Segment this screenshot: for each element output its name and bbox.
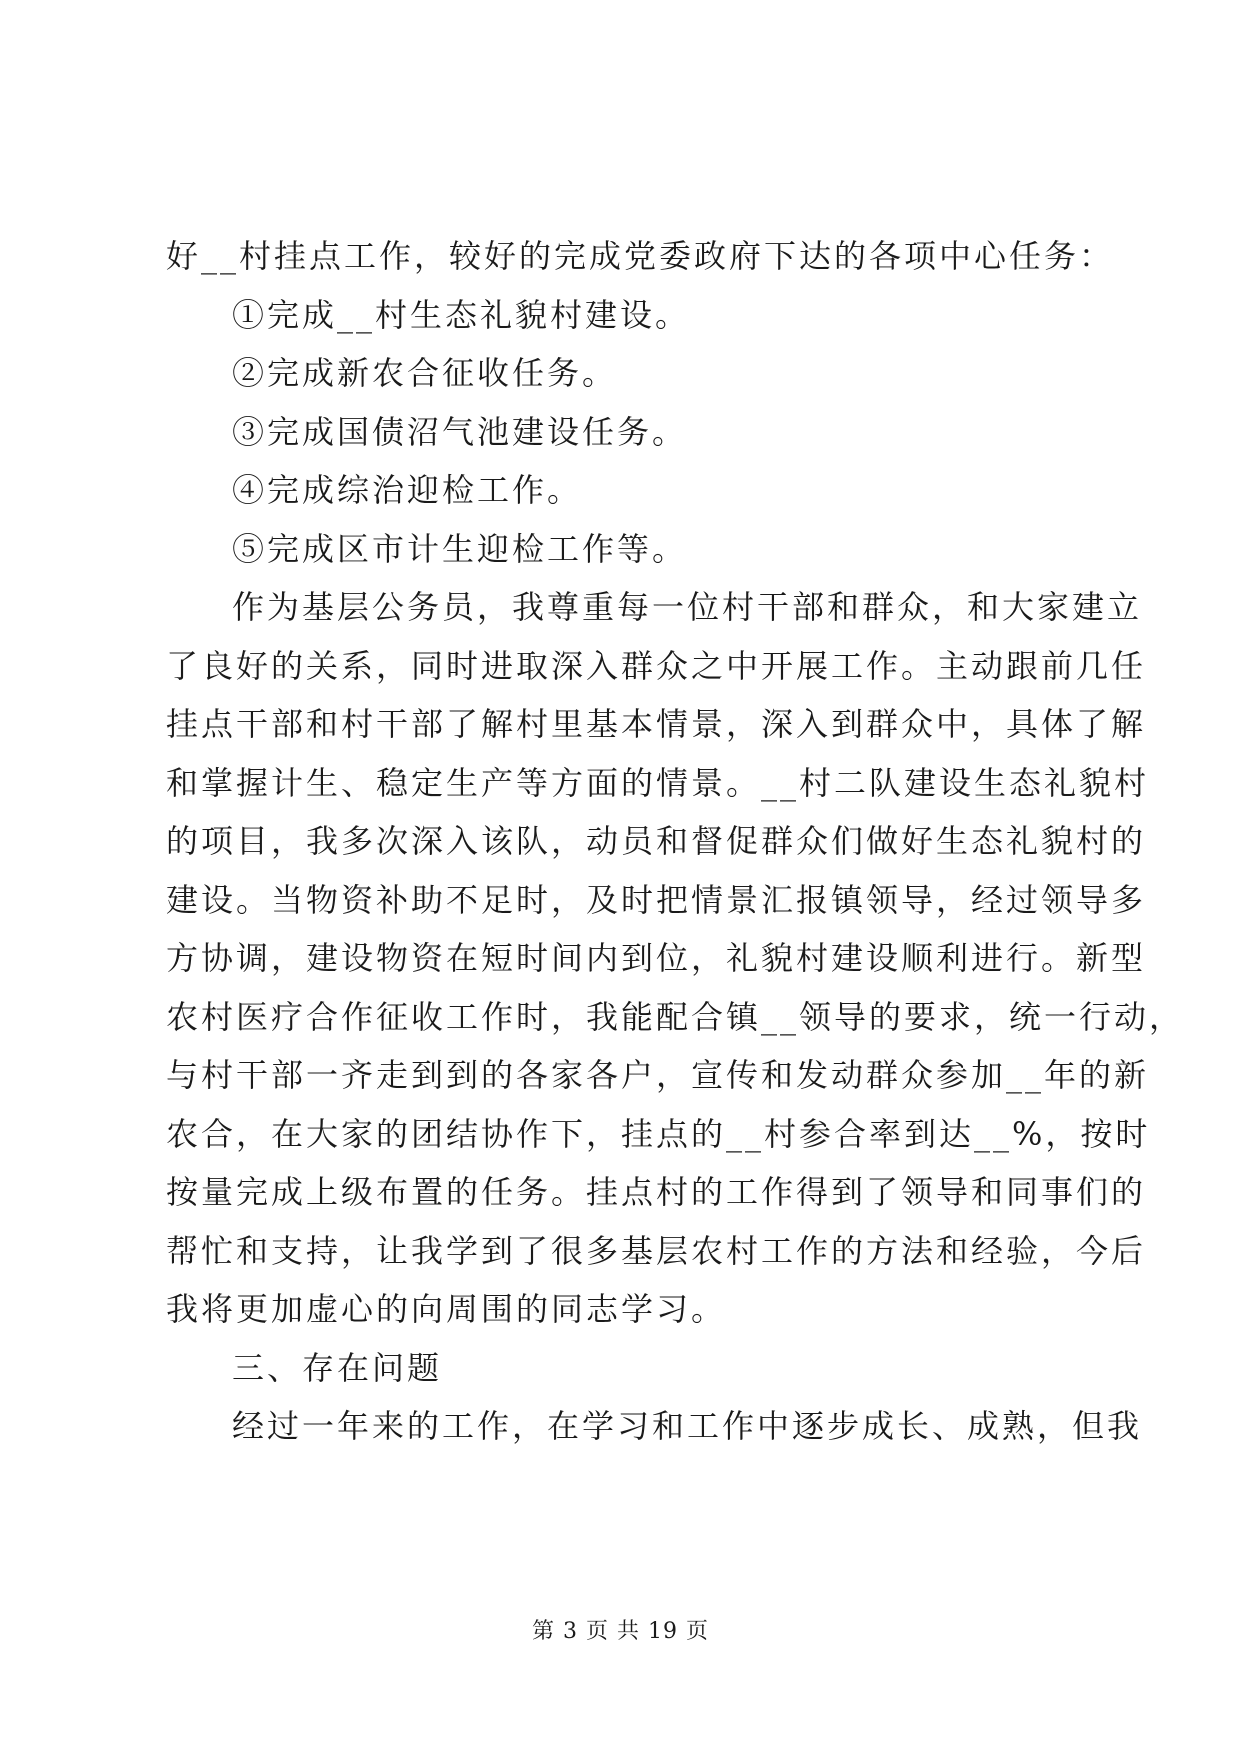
- text-line: 按量完成上级布置的任务。挂点村的工作得到了领导和同事们的: [166, 1173, 1147, 1211]
- text-line: 了良好的关系，同时进取深入群众之中开展工作。主动跟前几任: [166, 646, 1147, 685]
- list-item: ①完成__村生态礼貌村建设。: [232, 295, 691, 334]
- list-item: ⑤完成区市计生迎检工作等。: [232, 529, 688, 568]
- list-item: ②完成新农合征收任务。: [232, 354, 618, 392]
- paragraph-first-line: 作为基层公务员，我尊重每一位村干部和群众，和大家建立: [232, 588, 1143, 626]
- text-line: 好__村挂点工作，较好的完成党委政府下达的各项中心任务：: [166, 237, 1115, 275]
- text-line: 方协调，建设物资在短时间内到位，礼貌村建设顺利进行。新型: [166, 939, 1147, 977]
- list-item: ③完成国债沼气池建设任务。: [232, 412, 688, 451]
- paragraph-first-line: 经过一年来的工作，在学习和工作中逐步成长、成熟，但我: [232, 1407, 1143, 1445]
- text-line: 我将更加虚心的向周围的同志学习。: [166, 1290, 727, 1328]
- text-line: 建设。当物资补助不足时，及时把情景汇报镇领导，经过领导多: [166, 880, 1147, 919]
- text-line: 帮忙和支持，让我学到了很多基层农村工作的方法和经验，今后: [166, 1231, 1147, 1270]
- text-line: 与村干部一齐走到到的各家各户，宣传和发动群众参加__年的新: [166, 1056, 1150, 1094]
- text-line: 和掌握计生、稳定生产等方面的情景。__村二队建设生态礼貌村: [166, 763, 1150, 802]
- section-heading: 三、存在问题: [232, 1348, 443, 1387]
- page-number-footer: 第 3 页 共 19 页: [532, 1619, 709, 1644]
- list-item: ④完成综治迎检工作。: [232, 471, 583, 509]
- text-line: 挂点干部和村干部了解村里基本情景，深入到群众中，具体了解: [166, 705, 1147, 743]
- text-line: 农村医疗合作征收工作时，我能配合镇__领导的要求，统一行动，: [166, 997, 1185, 1036]
- text-line: 农合，在大家的团结协作下，挂点的__村参合率到达__%，按时: [166, 1114, 1151, 1153]
- text-line: 的项目，我多次深入该队，动员和督促群众们做好生态礼貌村的: [166, 822, 1147, 860]
- document-body: [166, 227, 1185, 1456]
